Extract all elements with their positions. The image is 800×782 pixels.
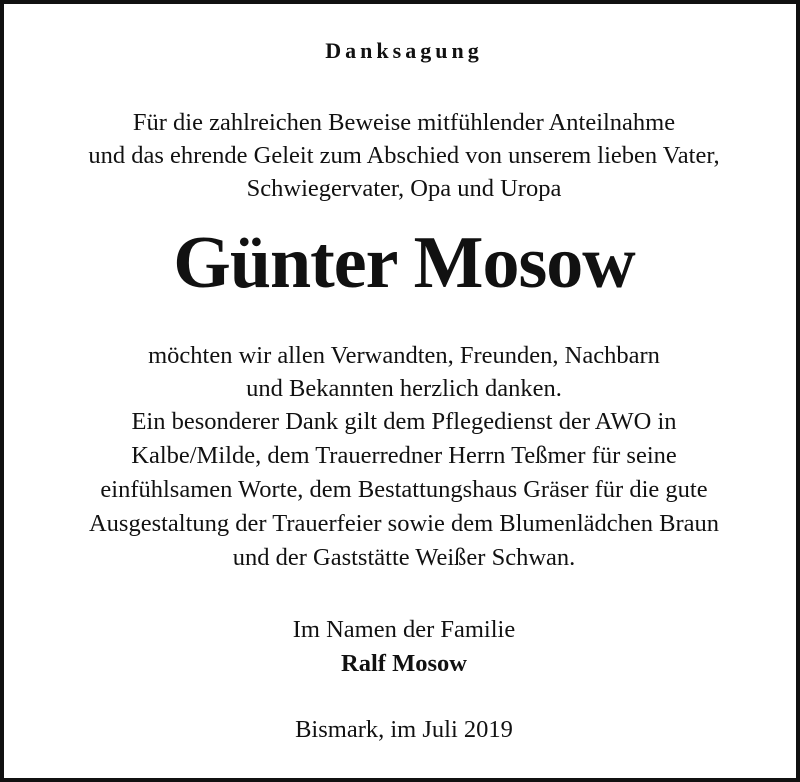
signer-name: Ralf Mosow — [341, 650, 467, 677]
thanks-line-2: und Bekannten herzlich danken. — [246, 375, 562, 402]
intro-line-2: und das ehrende Geleit zum Abschied von unserem lieben Vater, — [88, 142, 720, 169]
thanks-line-3: Ein besonderer Dank gilt dem Pflegedienst der AWO in — [131, 408, 677, 435]
intro-line-3: Schwiegervater, Opa und Uropa — [246, 175, 562, 202]
thanks-line-7: und der Gaststätte Weißer Schwan. — [232, 544, 576, 571]
deceased-name: Günter Mosow — [173, 222, 635, 304]
thanks-line-4: Kalbe/Milde, dem Trauerredner Herrn Teßmer für seine — [131, 442, 677, 469]
intro-line-1: Für die zahlreichen Beweise mitfühlender Anteilnahme — [132, 109, 676, 136]
notice-heading: Danksagung — [325, 38, 483, 63]
closing-phrase: Im Namen der Familie — [292, 616, 516, 643]
place-date: Bismark, im Juli 2019 — [295, 716, 513, 743]
thanks-line-1: möchten wir allen Verwandten, Freunden, Nachbarn — [148, 342, 660, 369]
thanks-line-5: einfühlsamen Worte, dem Bestattungshaus Gräser für die gute — [100, 476, 708, 503]
thanks-line-6: Ausgestaltung der Trauerfeier sowie dem Blumenlädchen Braun — [88, 510, 720, 537]
